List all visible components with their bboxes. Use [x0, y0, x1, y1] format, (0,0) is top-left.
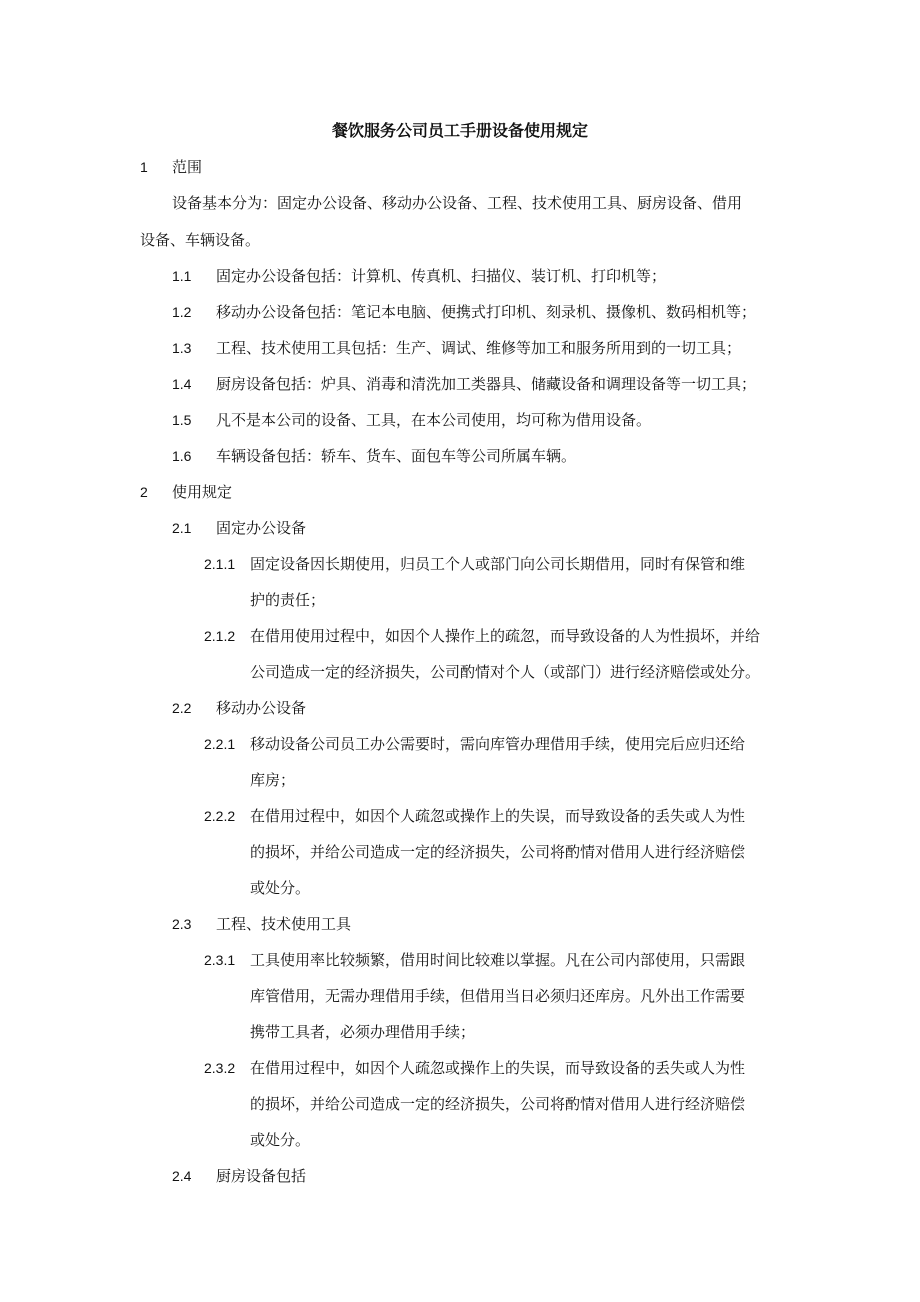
intro-paragraph-line: 设备、车辆设备。 — [140, 231, 261, 249]
subsection-heading: 工程、技术使用工具 — [216, 915, 352, 933]
clause-number: 2.3.1 — [204, 952, 236, 968]
clause-text: 携带工具者，必须办理借用手续； — [250, 1023, 476, 1041]
item-number: 1.5 — [172, 412, 192, 428]
clause-number: 2.1.2 — [204, 628, 236, 644]
item-number: 1.4 — [172, 376, 192, 392]
section-heading: 范围 — [172, 158, 203, 176]
item-text: 凡不是本公司的设备、工具，在本公司使用，均可称为借用设备。 — [216, 411, 652, 429]
subsection-number: 2.3 — [172, 916, 192, 932]
section-heading: 使用规定 — [172, 483, 233, 501]
clause-number: 2.2.1 — [204, 736, 236, 752]
clause-text: 或处分。 — [250, 1131, 311, 1149]
item-number: 1.6 — [172, 448, 192, 464]
clause-text: 在借用使用过程中，如因个人操作上的疏忽，而导致设备的人为性损坏，并给 — [250, 627, 761, 645]
document-title: 餐饮服务公司员工手册设备使用规定 — [331, 121, 588, 140]
clause-text: 或处分。 — [250, 879, 311, 897]
intro-paragraph-line: 设备基本分为：固定办公设备、移动办公设备、工程、技术使用工具、厨房设备、借用 — [172, 194, 743, 212]
clause-text: 在借用过程中，如因个人疏忽或操作上的失误，而导致设备的丢失或人为性 — [250, 1059, 746, 1077]
clause-text: 移动设备公司员工办公需要时，需向库管办理借用手续，使用完后应归还给 — [250, 735, 746, 753]
subsection-number: 2.1 — [172, 520, 192, 536]
item-text: 移动办公设备包括：笔记本电脑、便携式打印机、刻录机、摄像机、数码相机等； — [216, 303, 757, 321]
clause-text: 护的责任； — [250, 591, 326, 609]
section-number: 2 — [140, 484, 148, 500]
clause-text: 在借用过程中，如因个人疏忽或操作上的失误，而导致设备的丢失或人为性 — [250, 807, 746, 825]
clause-text: 工具使用率比较频繁，借用时间比较难以掌握。凡在公司内部使用，只需跟 — [250, 951, 746, 969]
subsection-heading: 固定办公设备 — [216, 519, 307, 537]
clause-text: 公司造成一定的经济损失，公司酌情对个人（或部门）进行经济赔偿或处分。 — [250, 663, 761, 681]
clause-text: 的损坏，并给公司造成一定的经济损失，公司将酌情对借用人进行经济赔偿 — [250, 843, 746, 861]
clause-text: 库管借用，无需办理借用手续，但借用当日必须归还库房。凡外出工作需要 — [250, 987, 746, 1005]
clause-number: 2.2.2 — [204, 808, 236, 824]
section-number: 1 — [140, 159, 148, 175]
item-text: 工程、技术使用工具包括：生产、调试、维修等加工和服务所用到的一切工具； — [216, 339, 742, 357]
clause-text: 的损坏，并给公司造成一定的经济损失，公司将酌情对借用人进行经济赔偿 — [250, 1095, 746, 1113]
item-text: 固定办公设备包括：计算机、传真机、扫描仪、装订机、打印机等； — [216, 267, 667, 285]
clause-text: 固定设备因长期使用，归员工个人或部门向公司长期借用，同时有保管和维 — [250, 555, 746, 573]
item-text: 车辆设备包括：轿车、货车、面包车等公司所属车辆。 — [216, 447, 577, 465]
item-text: 厨房设备包括：炉具、消毒和清洗加工类器具、储藏设备和调理设备等一切工具； — [216, 375, 757, 393]
item-number: 1.2 — [172, 304, 192, 320]
clause-text: 库房； — [250, 771, 296, 789]
item-number: 1.3 — [172, 340, 192, 356]
clause-number: 2.1.1 — [204, 556, 236, 572]
item-number: 1.1 — [172, 268, 192, 284]
subsection-number: 2.4 — [172, 1168, 192, 1184]
clause-number: 2.3.2 — [204, 1060, 236, 1076]
subsection-heading: 移动办公设备 — [216, 699, 307, 717]
subsection-heading: 厨房设备包括 — [216, 1167, 307, 1185]
subsection-number: 2.2 — [172, 700, 192, 716]
